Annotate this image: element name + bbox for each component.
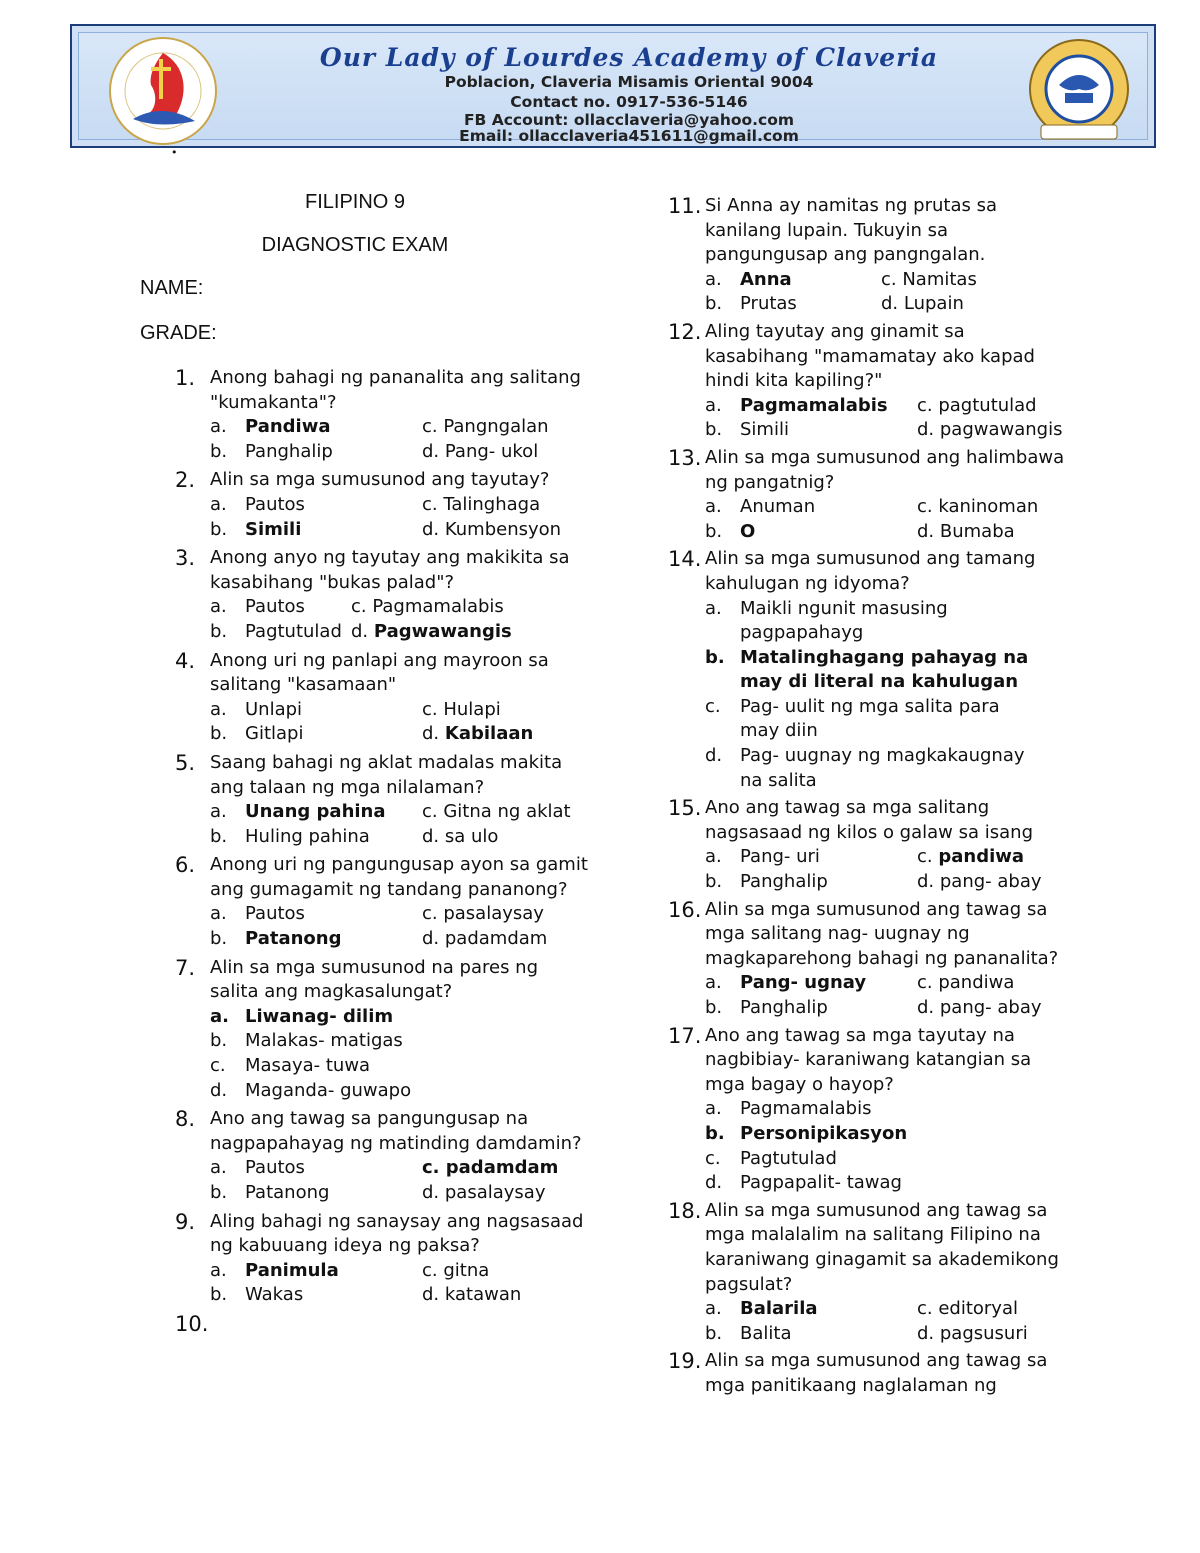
option: Wakas: [245, 1284, 304, 1306]
question-18: [668, 1199, 1068, 1347]
option: c. pasalaysay: [422, 903, 544, 925]
question-text: Anong anyo ng tayutay ang makikita sa kasabihang "bukas palad"?: [210, 547, 570, 593]
option-answer: Panimula: [245, 1259, 339, 1281]
option-answer: Anna: [740, 268, 792, 290]
exam-subject-title: FILIPINO 9: [304, 191, 406, 213]
option-letter: d.: [351, 620, 369, 642]
question-number: 3.: [175, 546, 196, 571]
question-number: 19.: [668, 1349, 702, 1374]
question-number: 6.: [175, 853, 196, 878]
option: Unlapi: [245, 698, 303, 720]
option: Pagtutulad: [740, 1147, 837, 1169]
option: d. sa ulo: [422, 825, 499, 847]
option-letter: c.: [705, 695, 721, 717]
option-letter: b.: [210, 1182, 228, 1203]
option: Maganda- guwapo: [245, 1079, 412, 1101]
question-15: [668, 796, 1068, 894]
option: Anuman: [740, 496, 816, 518]
option: d. pagsusuri: [917, 1322, 1028, 1344]
question-text: Saang bahagi ng aklat madalas makita ang talaan ng mga nilalaman?: [210, 751, 563, 798]
option: d. pasalaysay: [422, 1182, 546, 1203]
option-letter: a.: [210, 493, 227, 515]
option: c. Gitna ng aklat: [422, 801, 571, 823]
question-5: [140, 751, 590, 849]
option-letter: a.: [705, 1298, 722, 1320]
option-answer: Pang- ugnay: [740, 972, 867, 994]
option-letter: b.: [210, 1284, 228, 1306]
option-letter: b.: [705, 646, 725, 668]
option-letter: b.: [210, 620, 228, 642]
option: Pagmamalabis: [740, 1098, 872, 1120]
option: d. padamdam: [422, 928, 548, 950]
option: d. pagwawangis: [917, 419, 1063, 441]
option-letter: a.: [705, 1098, 722, 1120]
option-letter: b.: [705, 419, 723, 441]
option-letter: a.: [210, 1259, 227, 1281]
question-7: [140, 956, 590, 1104]
option-letter: a.: [210, 596, 227, 618]
question-8: [140, 1107, 590, 1205]
option-letter: c.: [917, 846, 933, 868]
option-letter: b.: [705, 997, 723, 1018]
option: Pautos: [245, 493, 305, 515]
option: Pag- uulit ng mga salita para may diin: [740, 695, 1000, 742]
school-header-banner: [70, 24, 1156, 148]
question-9: [140, 1210, 590, 1308]
question-16: [668, 898, 1068, 1021]
option: c. Hulapi: [422, 698, 501, 720]
option-letter: d.: [705, 1172, 723, 1194]
question-text: Alin sa mga sumusunod na pares ng salita ang magkasalungat?: [210, 956, 538, 1003]
option-letter: a.: [210, 698, 227, 720]
question-number: 4.: [175, 648, 196, 673]
option: Panghalip: [740, 997, 828, 1018]
option: Gitlapi: [245, 723, 304, 745]
option-letter: c.: [210, 1055, 226, 1077]
school-fb-account: FB Account: ollacclaveria@yahoo.com: [463, 111, 795, 129]
question-12: [668, 320, 1068, 443]
option: Patanong: [245, 1182, 330, 1203]
option-letter: a.: [210, 801, 227, 823]
option-letter: b.: [210, 723, 228, 745]
option: Masaya- tuwa: [245, 1055, 371, 1077]
question-number: 9.: [175, 1209, 196, 1234]
option-letter: a.: [705, 496, 722, 518]
option-letter: d.: [210, 1079, 228, 1101]
option: d. katawan: [422, 1284, 522, 1306]
question-text: Alin sa mga sumusunod ang tamang kahulugan ng idyoma?: [705, 548, 1036, 594]
option: c. Namitas: [881, 268, 977, 290]
option-letter: b.: [210, 518, 228, 540]
right-column: [668, 194, 1068, 1399]
option-letter: b.: [210, 928, 228, 950]
option-letter: a.: [210, 1005, 229, 1027]
question-text: Anong uri ng panlapi ang mayroon sa salitang "kasamaan": [210, 649, 549, 696]
option-letter: b.: [705, 871, 723, 893]
stray-bullet: •: [171, 146, 178, 159]
option-answer: Simili: [245, 518, 302, 540]
question-number: 18.: [668, 1198, 702, 1223]
question-number: 17.: [668, 1023, 702, 1048]
option-answer: O: [740, 520, 756, 542]
option-letter: b.: [705, 1122, 725, 1144]
question-17: [668, 1024, 1068, 1196]
option: Simili: [740, 419, 789, 441]
question-text: Alin sa mga sumusunod ang halimbawa ng pangatnig?: [705, 446, 1065, 493]
option-letter: a.: [705, 597, 722, 619]
question-number: 2.: [175, 468, 196, 493]
question-14: [668, 547, 1068, 793]
question-number: 12.: [668, 319, 702, 344]
option-letter: b.: [705, 520, 723, 542]
option: c. kaninoman: [917, 496, 1039, 518]
question-text: Alin sa mga sumusunod ang tayutay?: [210, 469, 550, 491]
option-answer: Unang pahina: [245, 801, 386, 823]
option: Pag- uugnay ng magkakaugnay na salita: [740, 745, 1025, 791]
option-letter: b.: [705, 293, 723, 315]
option-answer: Patanong: [245, 928, 342, 950]
question-number: 15.: [668, 796, 702, 821]
question-number: 16.: [668, 897, 702, 922]
option: c. gitna: [422, 1259, 490, 1281]
option-answer: Pagmamalabis: [740, 394, 888, 416]
option-answer: Liwanag- dilim: [245, 1005, 394, 1027]
option-answer: c. padamdam: [422, 1157, 559, 1179]
question-10: [140, 1312, 590, 1338]
option: c. editoryal: [917, 1298, 1018, 1320]
option: Pautos: [245, 1157, 305, 1179]
question-2: [140, 468, 590, 542]
school-email: Email: ollacclaveria451611@gmail.com: [459, 127, 799, 145]
option-letter: a.: [705, 846, 722, 868]
option: Pang- uri: [740, 846, 820, 868]
option-letter: a.: [210, 416, 227, 438]
grade-field-label: GRADE:: [140, 322, 217, 344]
question-1: [140, 366, 590, 464]
academy-seal-logo: [1023, 37, 1135, 147]
school-contact: Contact no. 0917-536-5146: [510, 93, 748, 111]
option: c. Pangngalan: [422, 416, 549, 438]
option: Huling pahina: [245, 825, 370, 847]
option-answer: Kabilaan: [444, 723, 534, 745]
option-letter: a.: [705, 268, 722, 290]
question-text: Alin sa mga sumusunod ang tawag sa mga salitang nag- uugnay ng magkaparehong bahagi ng pananalita?: [705, 898, 1059, 969]
option: Pagtutulad: [245, 620, 342, 642]
option-letter: b.: [210, 440, 228, 462]
option: d. pang- abay: [917, 997, 1042, 1018]
option: Panghalip: [740, 871, 828, 893]
option-answer: Pandiwa: [245, 416, 331, 438]
question-3: [140, 546, 590, 644]
school-name: Our Lady of Lourdes Academy of Claveria: [319, 43, 939, 72]
option: Prutas: [740, 293, 797, 315]
name-field-label: NAME:: [140, 277, 204, 299]
question-11: [668, 194, 1068, 317]
option-letter: d.: [705, 745, 723, 767]
question-text: Aling bahagi ng sanaysay ang nagsasaad ng kabuuang ideya ng paksa?: [210, 1210, 584, 1257]
school-address: Poblacion, Claveria Misamis Oriental 9004: [444, 73, 814, 91]
question-6: [140, 853, 590, 951]
question-text: Alin sa mga sumusunod ang tawag sa mga panitikaang naglalaman ng: [705, 1350, 1048, 1396]
option: d. Lupain: [881, 293, 964, 315]
option: Malakas- matigas: [245, 1030, 403, 1052]
exam-type-title: DIAGNOSTIC EXAM: [261, 234, 449, 256]
option-answer: Personipikasyon: [740, 1122, 908, 1144]
option-letter: d.: [422, 723, 440, 745]
option: d. Kumbensyon: [422, 518, 562, 540]
option: Pagpapalit- tawag: [740, 1172, 902, 1194]
question-number: 14.: [668, 547, 702, 572]
question-number: 8.: [175, 1107, 196, 1132]
option: Pautos: [245, 596, 305, 618]
option-answer: pandiwa: [938, 846, 1025, 868]
option: d. Bumaba: [917, 520, 1015, 542]
option: c. pagtutulad: [917, 394, 1037, 416]
option: d. Pang- ukol: [422, 440, 539, 462]
question-number: 7.: [175, 955, 196, 980]
option-letter: b.: [705, 1322, 723, 1344]
option: c. Pagmamalabis: [351, 596, 504, 618]
question-text: Si Anna ay namitas ng prutas sa kanilang lupain. Tukuyin sa pangungusap ang pangngalan.: [705, 195, 997, 266]
option-answer: Matalinghagang pahayag na may di literal na kahulugan: [740, 646, 1029, 693]
option-letter: a.: [705, 394, 722, 416]
option-letter: a.: [210, 903, 227, 925]
option-letter: a.: [210, 1157, 227, 1179]
banner-background: [78, 32, 1148, 145]
question-13: [668, 446, 1068, 544]
question-4: [140, 649, 590, 747]
question-number: 11.: [668, 194, 702, 218]
option: Panghalip: [245, 440, 333, 462]
question-text: Alin sa mga sumusunod ang tawag sa mga malalalim na salitang Filipino na karaniwang ginagamit sa akademikong pagsulat?: [705, 1199, 1059, 1295]
question-19: [668, 1349, 1068, 1398]
question-text: Aling tayutay ang ginamit sa kasabihang "mamamatay ako kapad hindi kita kapiling?": [705, 320, 1035, 392]
question-number: 5.: [175, 750, 196, 775]
question-number: 13.: [668, 445, 702, 470]
question-number: 1.: [175, 366, 196, 390]
option-letter: a.: [705, 972, 722, 994]
option: d. pang- abay: [917, 871, 1042, 893]
option-answer: Balarila: [740, 1298, 818, 1320]
question-text: Anong bahagi ng pananalita ang salitang "kumakanta"?: [210, 367, 581, 413]
option: Pautos: [245, 903, 305, 925]
left-column: [140, 190, 590, 1338]
option: Maikli ngunit masusing pagpapahayg: [740, 597, 948, 644]
option-letter: b.: [210, 1030, 228, 1052]
question-text: Ano ang tawag sa mga salitang nagsasaad ng kilos o galaw sa isang: [705, 797, 1033, 843]
question-number: 10.: [175, 1311, 209, 1336]
option-answer: Pagwawangis: [373, 620, 512, 642]
archdiocesan-seal-logo: [93, 35, 233, 147]
question-text: Ano ang tawag sa pangungusap na nagpapahayag ng matinding damdamin?: [210, 1108, 582, 1154]
option: c. Talinghaga: [422, 493, 541, 515]
question-text: Anong uri ng pangungusap ayon sa gamit ang gumagamit ng tandang pananong?: [210, 854, 588, 900]
option: c. pandiwa: [917, 972, 1015, 994]
option-letter: c.: [705, 1147, 721, 1169]
question-text: Ano ang tawag sa mga tayutay na nagbibiay- karaniwang katangian sa mga bagay o hayop?: [705, 1024, 1032, 1095]
option-letter: b.: [210, 825, 228, 847]
option: Balita: [740, 1322, 792, 1344]
